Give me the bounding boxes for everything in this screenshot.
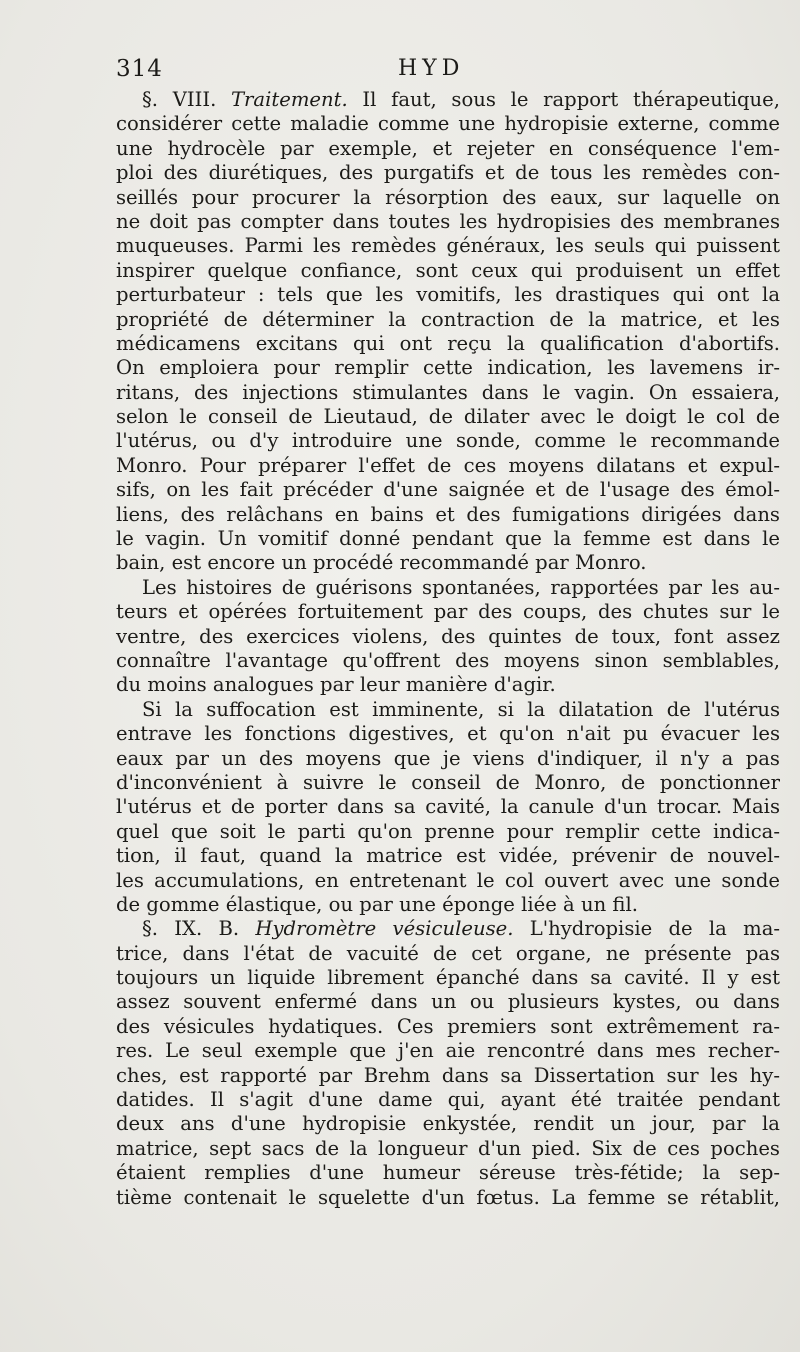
text-line: étaient remplies d'une humeur séreuse très-fétide; la sep- [116, 1161, 780, 1185]
text-line: muqueuses. Parmi les remèdes généraux, les seuls qui puissent [116, 234, 780, 258]
text-line: datides. Il s'agit d'une dame qui, ayant été traitée pendant [116, 1088, 780, 1112]
text-line: deux ans d'une hydropisie enkystée, rendit un jour, par la [116, 1112, 780, 1136]
text-line: Les histoires de guérisons spontanées, rapportées par les au- [142, 575, 780, 599]
text-line: l'utérus et de porter dans sa cavité, la canule d'un trocar. Mais [116, 795, 780, 819]
text-line: liens, des relâchans en bains et des fumigations dirigées dans [116, 502, 780, 526]
text-line: §. IX. B. Hydromètre vésiculeuse. L'hydropisie de la ma- [142, 917, 780, 941]
text-line: propriété de déterminer la contraction de la matrice, et les [116, 307, 780, 331]
text-line: les accumulations, en entretenant le col ouvert avec une sonde [116, 868, 780, 892]
text-line: On emploiera pour remplir cette indication, les lavemens ir- [116, 356, 780, 380]
page-header [112, 56, 792, 92]
text-line: §. VIII. Traitement. Il faut, sous le rapport thérapeutique, [142, 88, 780, 111]
text-line: médicamens excitans qui ont reçu la qualification d'abortifs. [116, 331, 780, 355]
page-number: 314 [116, 56, 163, 82]
text-line: connaître l'avantage qu'offrent des moyens sinon semblables, [116, 648, 780, 672]
text-line: entrave les fonctions digestives, et qu'on n'ait pu évacuer les [116, 722, 780, 746]
text-line: res. Le seul exemple que j'en aie rencontré dans mes recher- [116, 1039, 780, 1063]
text-line: matrice, sept sacs de la longueur d'un pied. Six de ces poches [116, 1136, 780, 1160]
text-line: ploi des diurétiques, des purgatifs et de tous les remèdes con- [116, 161, 780, 185]
text-line: le vagin. Un vomitif donné pendant que la femme est dans le [116, 527, 780, 551]
running-head: HYD [398, 56, 465, 81]
text-line: selon le conseil de Lieutaud, de dilater avec le doigt le col de [116, 405, 780, 429]
text-line: quel que soit le parti qu'on prenne pour remplir cette indica- [116, 819, 780, 843]
text-line: du moins analogues par leur manière d'agir. [116, 673, 556, 697]
text-line: ventre, des exercices violens, des quintes de toux, font assez [116, 624, 780, 648]
text-line: des vésicules hydatiques. Ces premiers sont extrêmement ra- [116, 1014, 780, 1038]
text-line: ritans, des injections stimulantes dans le vagin. On essaiera, [116, 380, 780, 404]
text-line: l'utérus, ou d'y introduire une sonde, comme le recommande [116, 429, 780, 453]
text-line: d'inconvénient à suivre le conseil de Monro, de ponctionner [116, 770, 780, 794]
text-line: de gomme élastique, ou par une éponge liée à un fil. [116, 892, 638, 916]
text-line: seillés pour procurer la résorption des eaux, sur laquelle on [116, 185, 780, 209]
text-line: eaux par un des moyens que je viens d'indiquer, il n'y a pas [116, 746, 780, 770]
body-text [116, 88, 780, 1210]
text-line: sifs, on les fait précéder d'une saignée et de l'usage des émol- [116, 478, 780, 502]
text-line: bain, est encore un procédé recommandé par Monro. [116, 551, 647, 575]
text-line: toujours un liquide librement épanché dans sa cavité. Il y est [116, 966, 780, 990]
text-line: assez souvent enfermé dans un ou plusieurs kystes, ou dans [116, 990, 780, 1014]
text-line: inspirer quelque confiance, sont ceux qui produisent un effet [116, 258, 780, 282]
text-line: Si la suffocation est imminente, si la dilatation de l'utérus [142, 697, 780, 721]
text-line: ches, est rapporté par Brehm dans sa Dissertation sur les hy- [116, 1063, 780, 1087]
text-line: ne doit pas compter dans toutes les hydropisies des membranes [116, 209, 780, 233]
text-line: perturbateur : tels que les vomitifs, les drastiques qui ont la [116, 283, 780, 307]
text-line: une hydrocèle par exemple, et rejeter en conséquence l'em- [116, 136, 780, 160]
text-line: tième contenait le squelette d'un fœtus. La femme se rétablit, [116, 1185, 780, 1209]
text-line: trice, dans l'état de vacuité de cet organe, ne présente pas [116, 941, 780, 965]
text-line: considérer cette maladie comme une hydropisie externe, comme [116, 112, 780, 136]
text-line: teurs et opérées fortuitement par des coups, des chutes sur le [116, 600, 780, 624]
text-line: Monro. Pour préparer l'effet de ces moyens dilatans et expul- [116, 453, 780, 477]
text-line: tion, il faut, quand la matrice est vidée, prévenir de nouvel- [116, 844, 780, 868]
